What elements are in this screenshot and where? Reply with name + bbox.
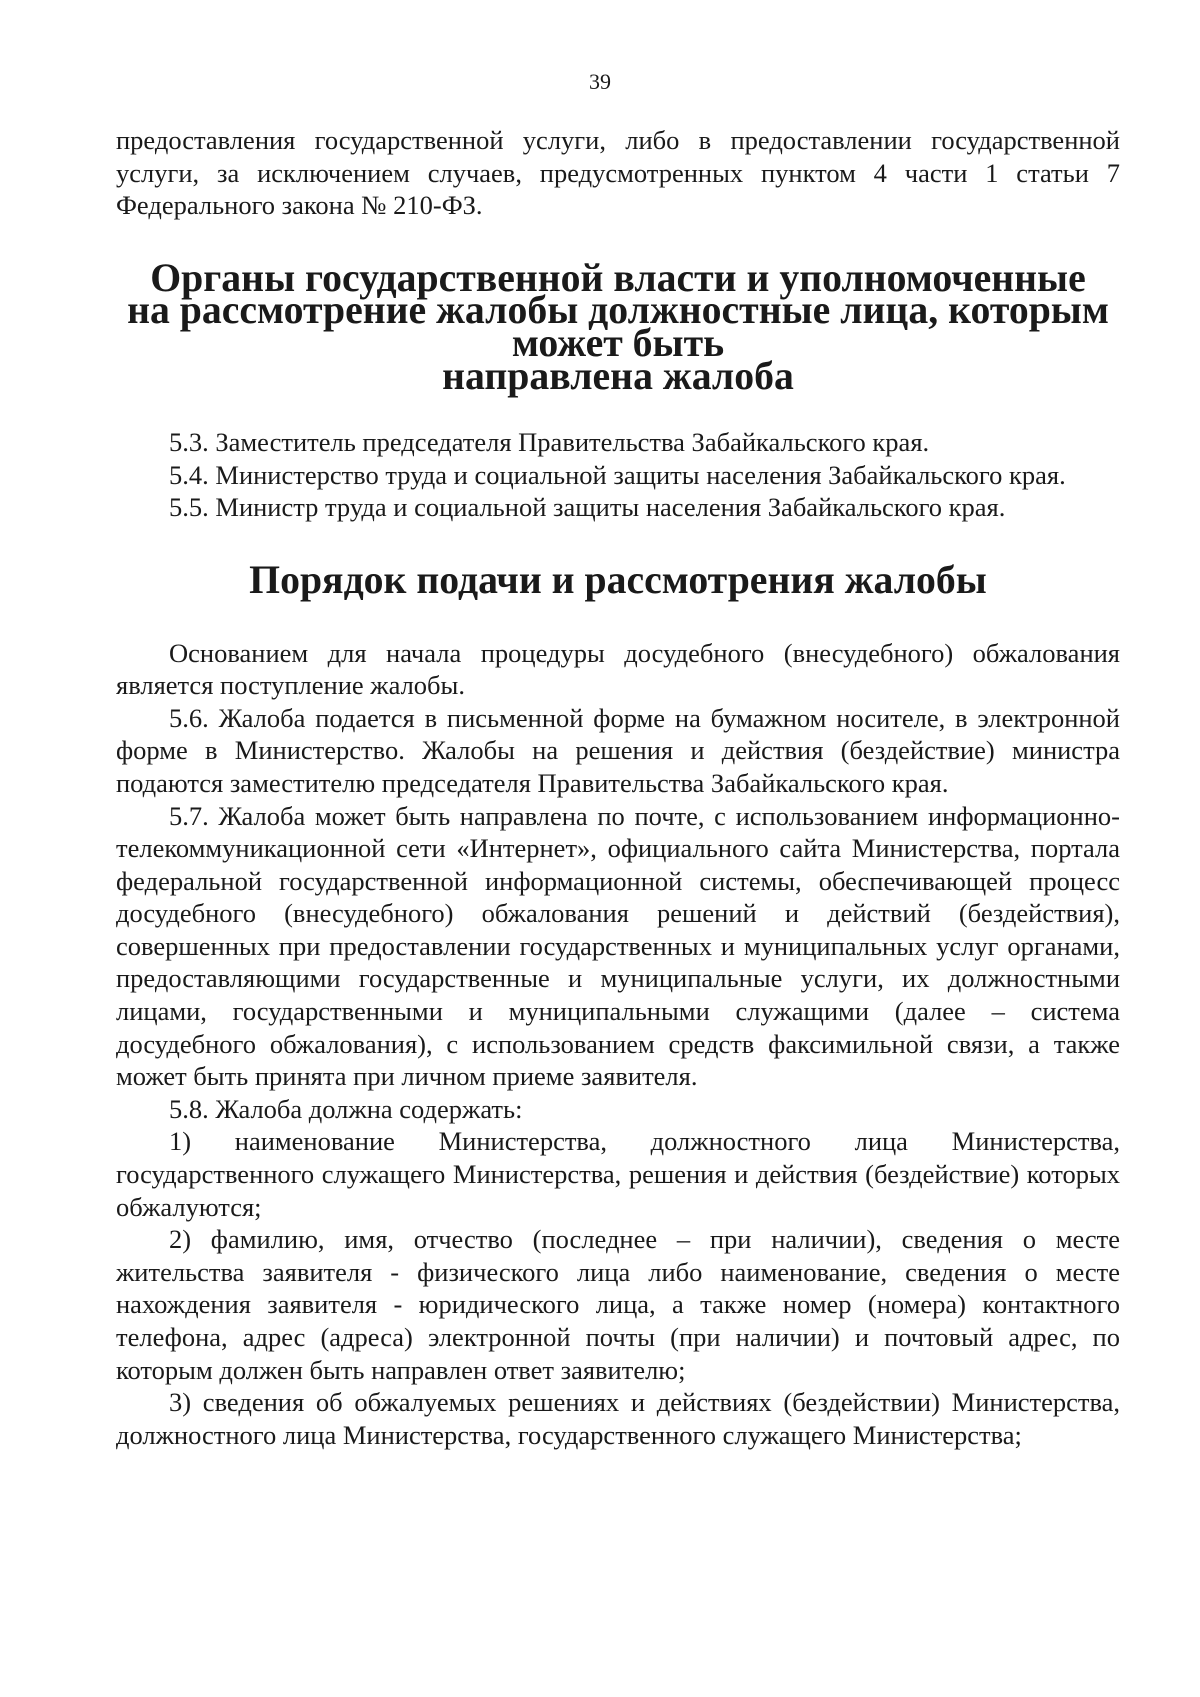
document-body	[116, 124, 1120, 1451]
paragraph-5-4: 5.4. Министерство труда и социальной защиты населения Забайкальского края.	[169, 459, 1066, 490]
paragraph-5-7: 5.7. Жалоба может быть направлена по почте, с использованием информационно-телекоммуникационной сети «Интернет», официального сайта Министерства, портала федеральной государственной информационной системы, обеспечивающей процесс досудебного (внесудебного) обжалования решений и действий (бездействия), совершенных при предоставлении государственных и муниципальных услуг органами, предоставляющими государственные и муниципальные услуги, их должностными лицами, государственными и муниципальными служащими (далее – система досудебного обжалования), с использованием средств факсимильной связи, а также может быть принята при личном приеме заявителя.	[116, 800, 1120, 1092]
heading-line: Порядок подачи и рассмотрения жалобы	[249, 557, 987, 602]
list-item-1: 1) наименование Министерства, должностного лица Министерства, государственного служащего Министерства, решения и действия (бездействие) которых обжалуются;	[116, 1126, 1120, 1222]
list-item-3: 3) сведения об обжалуемых решениях и действиях (бездействии) Министерства, должностного лица Министерства, государственного служащего Министерства;	[116, 1387, 1120, 1450]
page-number: 39	[589, 69, 611, 94]
paragraph-5-6: 5.6. Жалоба подается в письменной форме на бумажном носителе, в электронной форме в Министерство. Жалобы на решения и действия (бездействие) министра подаются заместителю председателя Правительства Забайкальского края.	[116, 702, 1120, 798]
intro-paragraph: предоставления государственной услуги, либо в предоставлении государственной услуги, за исключением случаев, предусмотренных пунктом 4 части 1 статьи 7 Федерального закона № 210-ФЗ.	[116, 125, 1120, 221]
paragraph-basis: Основанием для начала процедуры досудебного (внесудебного) обжалования является поступление жалобы.	[116, 637, 1120, 701]
list-item-2: 2) фамилию, имя, отчество (последнее – при наличии), сведения о месте жительства заявителя - физического лица либо наименование, сведения о месте нахождения заявителя - юридического лица, а также номер (номера) контактного телефона, адрес (адреса) электронной почты (при наличии) и почтовый адрес, по которым должен быть направлен ответ заявителю;	[116, 1224, 1120, 1385]
heading-complaint-procedure	[116, 557, 1120, 602]
paragraph-5-5: 5.5. Министр труда и социальной защиты населения Забайкальского края.	[169, 492, 1006, 523]
heading-line: на рассмотрение жалобы должностные лица, которым может быть	[127, 288, 1109, 365]
paragraph-5-3: 5.3. Заместитель председателя Правительства Забайкальского края.	[169, 427, 930, 458]
heading-line: Органы государственной власти и уполномоченные	[150, 255, 1086, 300]
paragraph-5-8: 5.8. Жалоба должна содержать:	[169, 1093, 523, 1124]
heading-line: направлена жалоба	[442, 353, 794, 398]
heading-complaint-authorities	[116, 255, 1120, 398]
